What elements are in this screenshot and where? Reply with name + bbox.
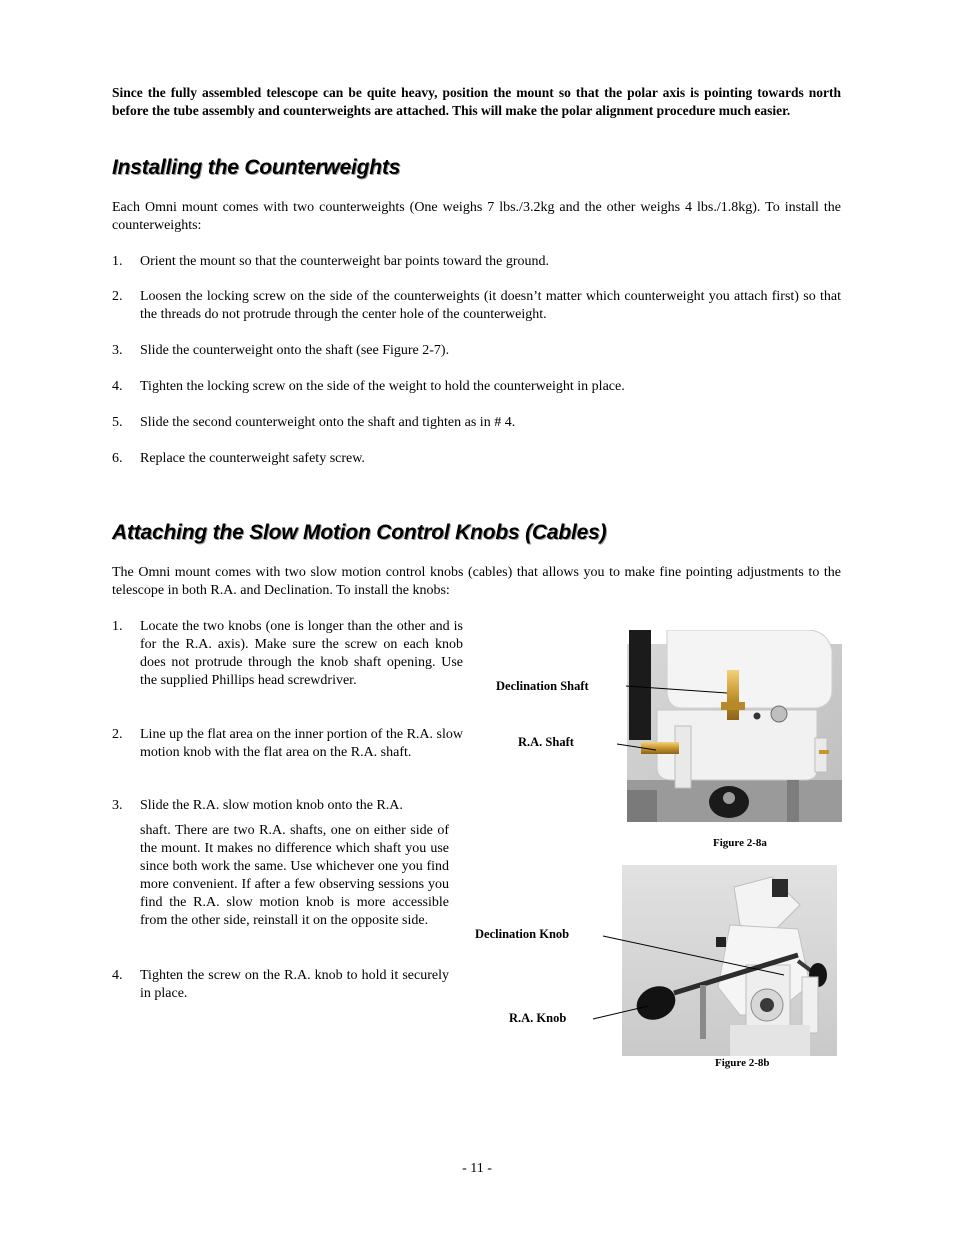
list-number: 2. [112, 289, 123, 304]
label-declination-shaft: Declination Shaft [496, 679, 589, 693]
list-number: 2. [112, 727, 123, 742]
list-number: 5. [112, 415, 123, 430]
list-text: Orient the mount so that the counterweight bar points toward the ground. [140, 254, 550, 269]
figure-caption-2-8a: Figure 2-8a [713, 837, 767, 849]
section-intro-counterweights: Each Omni mount comes with two counterweights (One weighs 7 lbs./3.2kg and the other weighs 4 lbs./1.8kg). To install the counterweights: [112, 200, 841, 233]
list-text: Tighten the screw on the R.A. knob to hold it securely in place. [140, 968, 449, 1001]
label-declination-knob: Declination Knob [475, 927, 570, 941]
list-text: Line up the flat area on the inner portion of the R.A. slow motion knob with the flat area on the R.A. shaft. [140, 727, 463, 760]
figure-caption-2-8b: Figure 2-8b [715, 1057, 770, 1069]
list-text: Tighten the locking screw on the side of the weight to hold the counterweight in place. [140, 379, 625, 394]
list-text: Locate the two knobs (one is longer than the other and is for the R.A. axis). Make sure the screw on each knob does not protrude through the knob shaft opening. Use the supplied Phillips head screwdriver. [140, 619, 463, 688]
leader-line-ra-knob [593, 1006, 648, 1019]
label-ra-shaft: R.A. Shaft [518, 735, 574, 749]
list-text: Replace the counterweight safety screw. [140, 451, 365, 466]
list-number: 3. [112, 343, 123, 358]
leader-line-ra-shaft [617, 744, 656, 750]
section-heading-slow-motion-knobs: Attaching the Slow Motion Control Knobs (Cables) [112, 521, 607, 544]
list-text: Slide the counterweight onto the shaft (see Figure 2-7). [140, 343, 450, 358]
list-number: 1. [112, 254, 123, 269]
label-ra-knob: R.A. Knob [509, 1011, 567, 1025]
leader-line-declination-knob [603, 936, 784, 975]
leader-line-declination-shaft [626, 686, 727, 693]
list-text: Slide the R.A. slow motion knob onto the R.A. [140, 798, 403, 813]
list-text: shaft. There are two R.A. shafts, one on either side of the mount. It makes no difference which shaft you use since both work the same. Use whichever one you find more convenient. If after a few observing sessions you find the R.A. slow motion knob is more accessible from the other side, reinstall it on the opposite side. [140, 823, 449, 928]
section-heading-counterweights: Installing the Counterweights [112, 156, 401, 179]
list-number: 6. [112, 451, 123, 466]
list-number: 4. [112, 968, 123, 983]
list-text: Loosen the locking screw on the side of the counterweights (it doesn’t matter which counterweight you attach first) so that the threads do not protrude through the center hole of the counterweight. [140, 289, 841, 322]
list-text: Slide the second counterweight onto the shaft and tighten as in # 4. [140, 415, 516, 430]
section-intro-slow-motion-knobs: The Omni mount comes with two slow motion control knobs (cables) that allows you to make fine pointing adjustments to the telescope in both R.A. and Declination. To install the knobs: [112, 565, 841, 598]
list-number: 4. [112, 379, 123, 394]
list-number: 3. [112, 798, 123, 813]
page-number: - 11 - [462, 1161, 492, 1176]
intro-paragraph: Since the fully assembled telescope can be quite heavy, position the mount so that the polar axis is pointing towards north before the tube assembly and counterweights are attached. This will make the polar alignment procedure much easier. [112, 85, 841, 118]
list-number: 1. [112, 619, 123, 634]
